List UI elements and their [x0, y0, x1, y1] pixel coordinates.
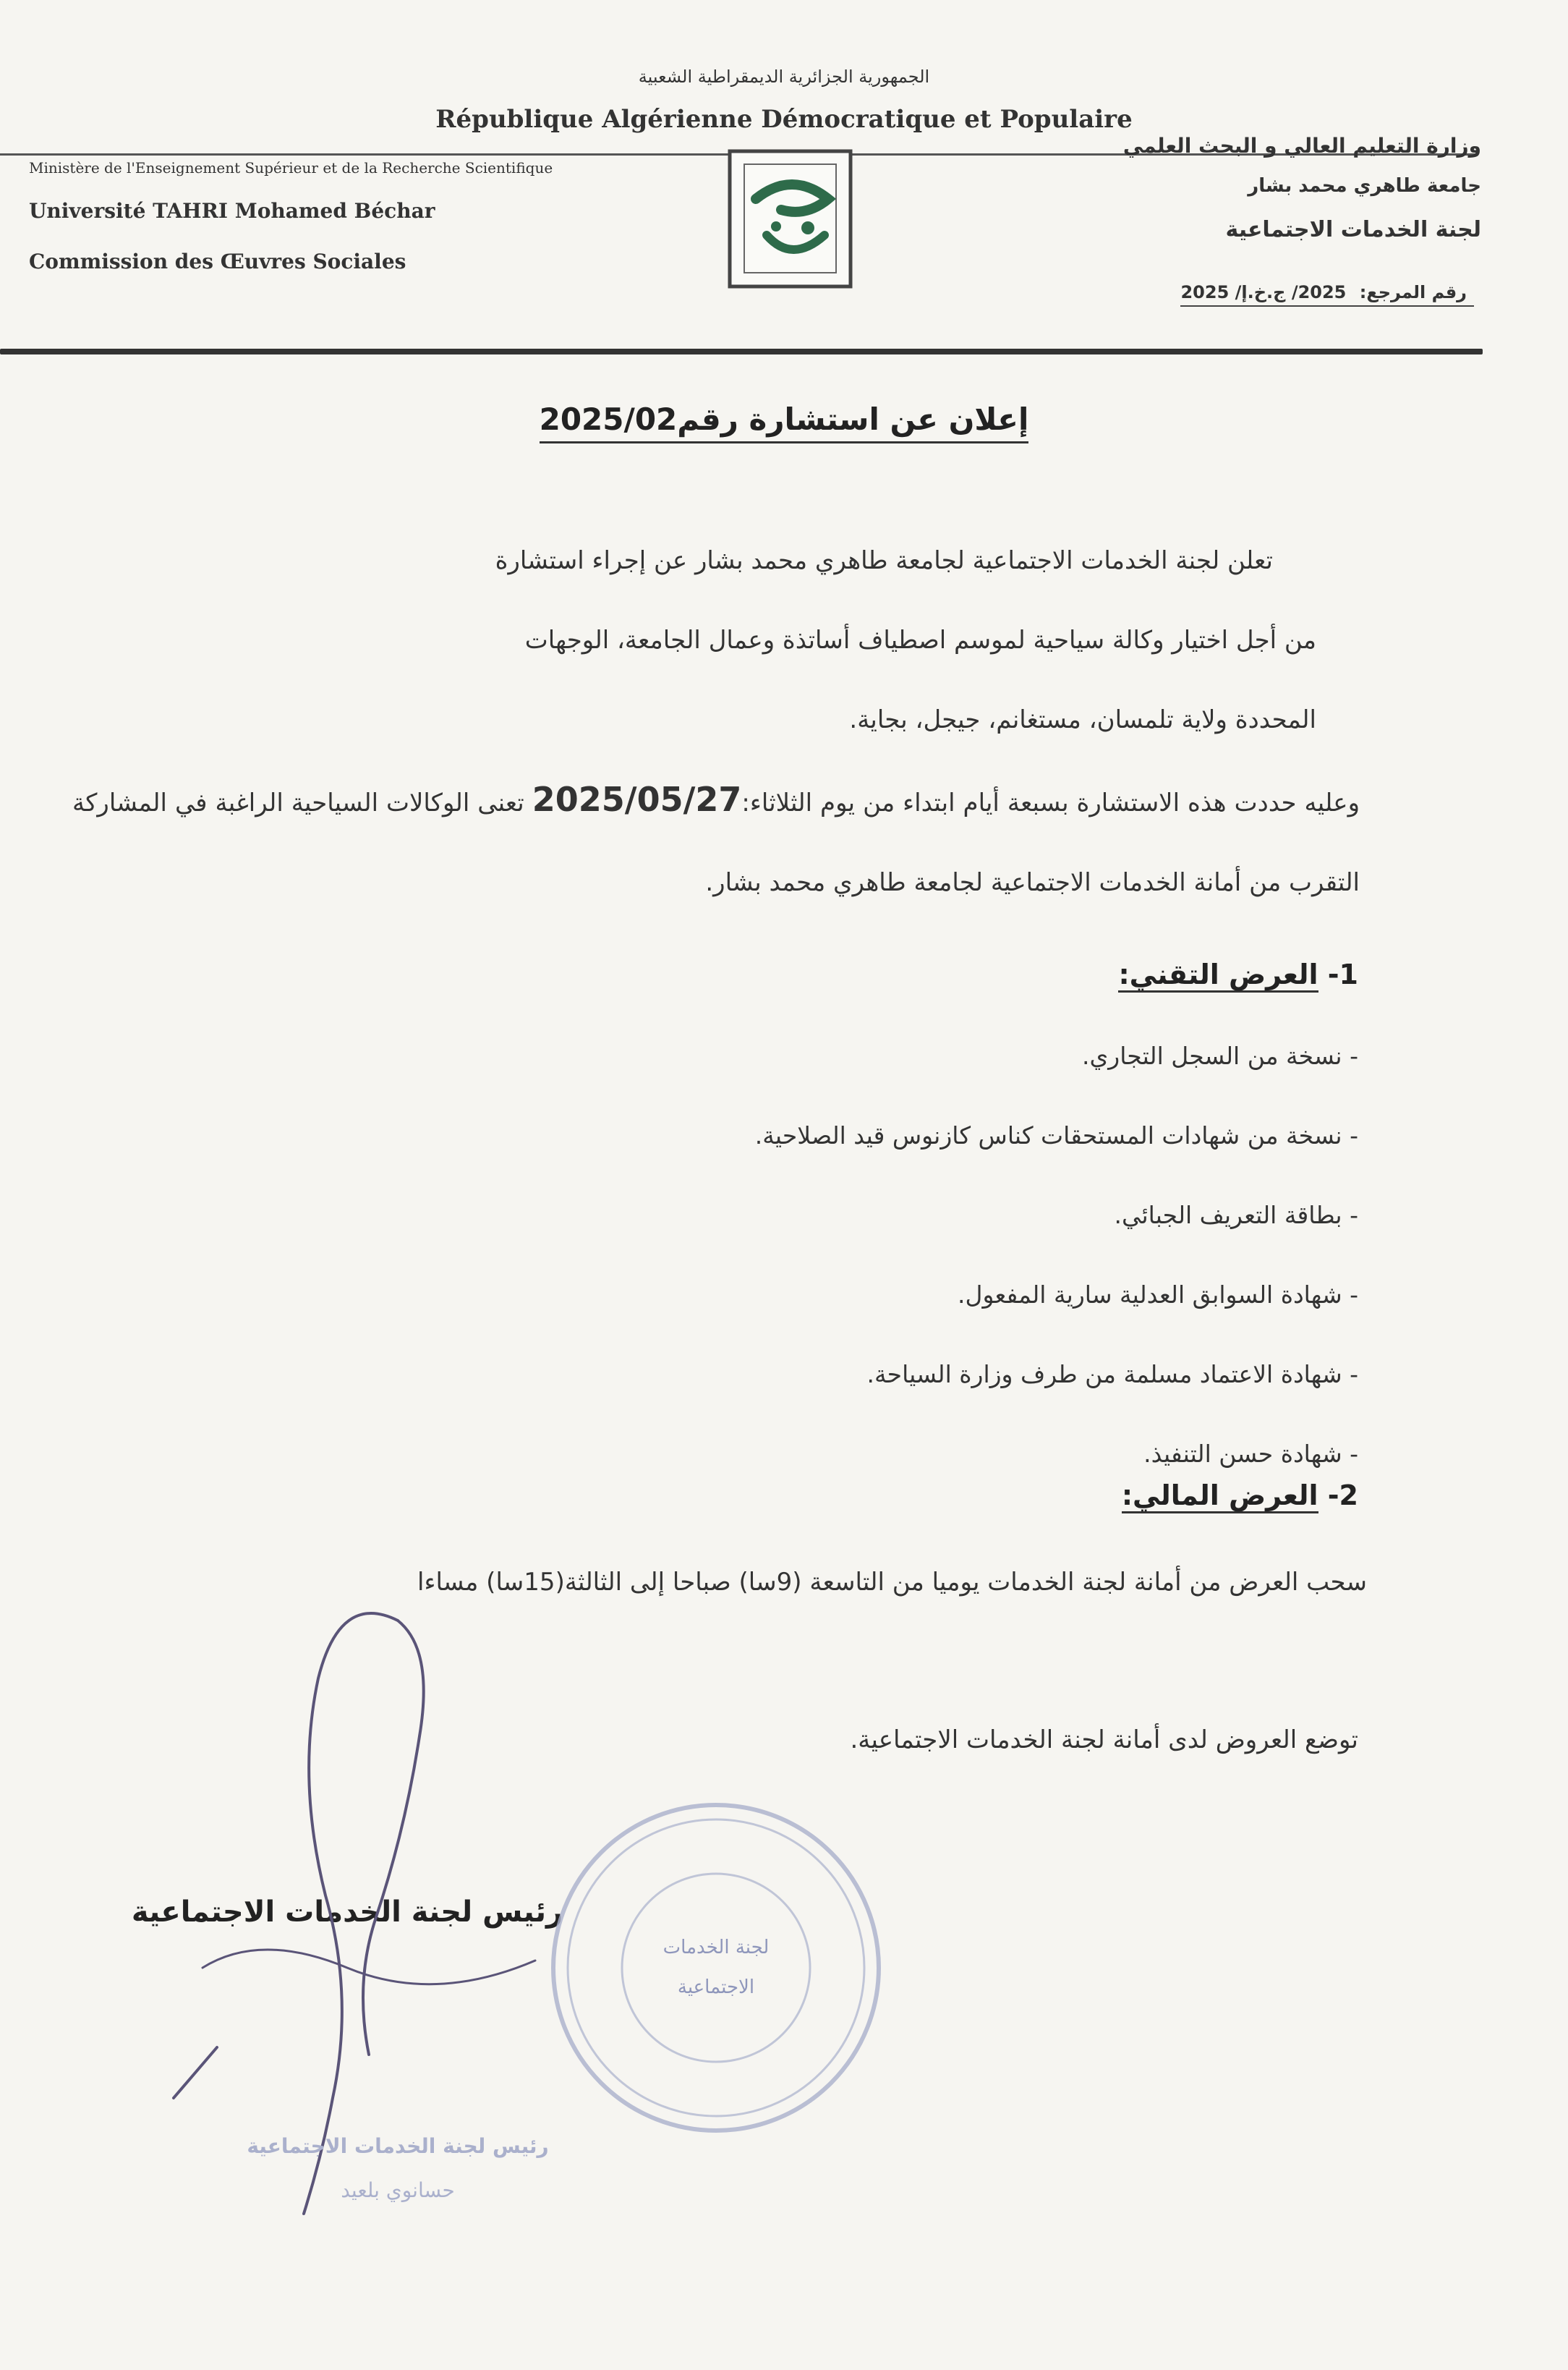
- signatory-stamp-name: حسانوي بلعيد: [341, 2178, 455, 2202]
- announcement-title-text: إعلان عن استشارة رقم2025/02: [540, 402, 1029, 443]
- university-arabic: جامعة طاهري محمد بشار: [1248, 175, 1481, 197]
- financial-offer-pickup: سحب العرض من أمانة لجنة الخدمات يوميا من التاسعة (9سا) صباحا إلى الثالثة(15سا) مساءا: [417, 1568, 1367, 1597]
- list-item: - شهادة السوابق العدلية سارية المفعول.: [958, 1280, 1358, 1309]
- signatory-title: رئيس لجنة الخدمات الاجتماعية: [131, 1895, 563, 1929]
- deadline-date: 2025/05/27: [532, 780, 742, 819]
- intro-line-1: تعلن لجنة الخدمات الاجتماعية لجامعة طاهري محمد بشار عن إجراء استشارة: [495, 546, 1273, 575]
- list-item: - نسخة من شهادات المستحقات كناس كازنوس قيد الصلاحية.: [754, 1121, 1358, 1150]
- technical-offer-number: 1-: [1327, 959, 1358, 990]
- list-item: - بطاقة التعريف الجبائي.: [1114, 1201, 1358, 1229]
- reference-line: [1180, 282, 1474, 307]
- stamp-line-2: الاجتماعية: [677, 1976, 755, 1998]
- stamp-line-1: لجنة الخدمات: [662, 1937, 770, 1958]
- deadline-paragraph: [72, 760, 1360, 922]
- intro-paragraph: [87, 521, 1316, 760]
- technical-offer-heading: [1118, 959, 1358, 990]
- technical-offer-label: العرض التقني:: [1118, 959, 1318, 993]
- technical-offer-list: [755, 1035, 1358, 1512]
- list-item: - شهادة حسن التنفيذ.: [1143, 1440, 1358, 1468]
- deadline-text-after: تعنى الوكالات السياحية الراغبة في المشاركة التقرب من أمانة الخدمات الاجتماعية لجامعة طاهري محمد بشار.: [72, 789, 1360, 897]
- signatory-stamp-title: رئيس لجنة الخدمات الاجتماعية: [247, 2134, 549, 2158]
- university-french: Université TAHRI Mohamed Béchar: [29, 199, 435, 223]
- financial-offer-number: 2-: [1327, 1479, 1358, 1511]
- intro-line-2: من أجل اختيار وكالة سياحية لموسم اصطياف أساتذة وعمال الجامعة، الوجهات: [524, 626, 1316, 655]
- commission-french: Commission des Œuvres Sociales: [29, 250, 406, 273]
- announcement-title: [0, 402, 1568, 437]
- republic-arabic: الجمهورية الجزائرية الديمقراطية الشعبية: [638, 67, 930, 87]
- reference-label: رقم المرجع:: [1359, 282, 1467, 302]
- list-item: - نسخة من السجل التجاري.: [1081, 1042, 1358, 1070]
- intro-line-3: المحددة ولاية تلمسان، مستغانم، جيجل، بجاية.: [849, 705, 1316, 734]
- financial-offer-deposit: توضع العروض لدى أمانة لجنة الخدمات الاجتماعية.: [850, 1725, 1358, 1754]
- deadline-text-before: وعليه حددت هذه الاستشارة بسبعة أيام ابتداء من يوم الثلاثاء:: [741, 789, 1360, 817]
- university-logo-icon: [727, 148, 853, 289]
- handwritten-signature-icon: [159, 1592, 665, 2221]
- commission-arabic: لجنة الخدمات الاجتماعية: [1225, 217, 1481, 242]
- ministry-arabic: وزارة التعليم العالي و البحث العلمي: [1122, 134, 1481, 158]
- reference-value: 2025/ ج.خ.إ/ 2025: [1180, 282, 1347, 302]
- list-item: - شهادة الاعتماد مسلمة من طرف وزارة السياحة.: [866, 1360, 1358, 1388]
- header-rule-thick: [0, 349, 1483, 354]
- financial-offer-heading: [1122, 1479, 1358, 1511]
- financial-offer-label: العرض المالي:: [1122, 1479, 1318, 1513]
- ministry-french: Ministère de l'Enseignement Supérieur et de la Recherche Scientifique: [29, 159, 553, 177]
- republic-french: République Algérienne Démocratique et Populaire: [435, 105, 1133, 134]
- signatory-stamp-block: [231, 2134, 564, 2202]
